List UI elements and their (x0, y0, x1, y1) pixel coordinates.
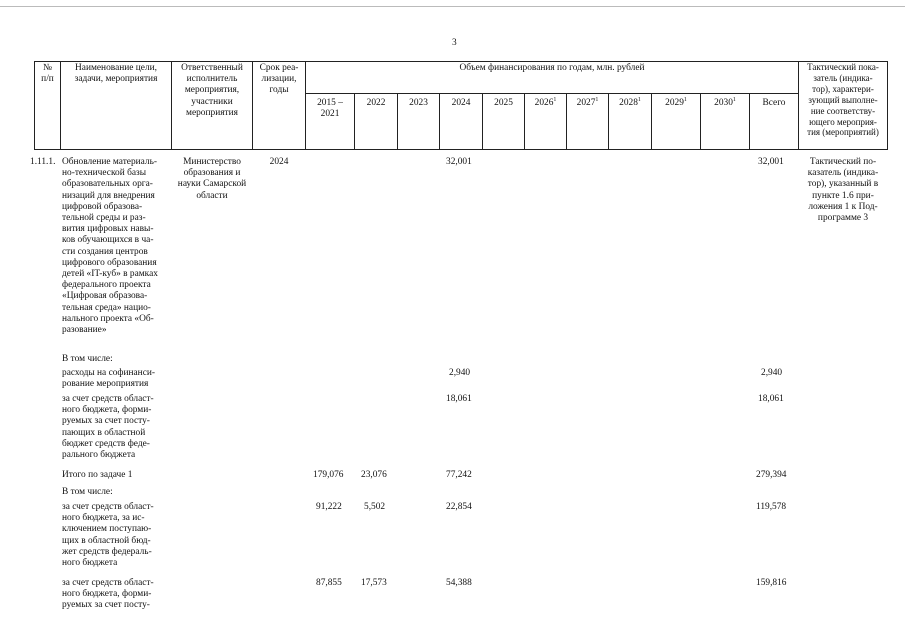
year-2029: 2029$^1$ (665, 96, 687, 108)
value-2024: 77,242 (446, 470, 472, 480)
value-2024: 32,001 (446, 157, 472, 167)
value-total: 32,001 (758, 157, 784, 167)
including-label: В том числе: (62, 354, 113, 364)
year-2028: 2028$^1$ (619, 96, 641, 108)
value-2024: 54,388 (446, 578, 472, 588)
footnote-mark: 1 (637, 96, 641, 103)
footnote-mark: 1 (732, 96, 736, 103)
footnote-mark: 1 (595, 96, 599, 103)
year-2022: 2022 (366, 98, 386, 108)
value-2024: 2,940 (449, 368, 471, 378)
measure-name: Обновление материаль- но-технической базы образовательных орга- низаций для внедрения цифровой образова- тельной среды и раз- вития цифровых навы- ков обучающихся в ча- сти создания центров цифрового образования детей «IT-куб» в рамках федерального проекта «Цифровая образова- тельная среда» нацио- нального проекта «Об- разование» (62, 157, 158, 336)
value-2022: 5,502 (364, 502, 386, 512)
year-2015-2021: 2015 – 2021 (317, 98, 343, 120)
value-total: 2,940 (761, 368, 783, 378)
task-total-label: Итого по задаче 1 (62, 470, 133, 480)
regional-funds-row-name: за счет средств област- ного бюджета, за ис- ключением поступаю- щих в областной бюд- жет средств федераль- ного бюджета (62, 502, 154, 569)
value-2015-2021: 91,222 (316, 502, 342, 512)
federal-funds-row-name: за счет средств област- ного бюджета, форми- руемых за счет посту- пающих в областной бюджет средств феде- рального бюджета (62, 394, 154, 461)
scan-edge-line (0, 6, 905, 7)
value-2022: 17,573 (361, 578, 387, 588)
footnote-mark: 1 (553, 96, 557, 103)
header-indicator: Тактический пока- затель (индика- тор), характери- зующий выполне- ние соответству- ющего мероприя- тия (мероприятий) (807, 62, 879, 138)
value-total: 119,578 (756, 502, 787, 512)
value-2024: 18,061 (446, 394, 472, 404)
header-top-border (34, 61, 887, 62)
responsible-executor: Министерство образования и науки Самарской области (177, 157, 247, 201)
header-term: Срок реа- лизации, годы (259, 63, 299, 96)
value-2022: 23,076 (361, 470, 387, 480)
header-years-line (305, 93, 798, 94)
year-2025: 2025 (494, 98, 513, 108)
value-total: 279,394 (756, 470, 787, 480)
value-2015-2021: 179,076 (313, 470, 344, 480)
header-number: № п/п (41, 63, 54, 85)
footnote-mark: 1 (683, 96, 687, 103)
indicator-text: Тактический по- казатель (индика- тор), указанный в пункте 1.6 при- ложения 1 к Под- программе 3 (807, 157, 879, 224)
page-number: 3 (452, 38, 457, 48)
grid-line (887, 61, 888, 150)
regional-federal-row-name: за счет средств област- ного бюджета, форми- руемых за счет посту- (62, 578, 154, 611)
header-financing: Объем финансирования по годам, млн. рублей (459, 63, 645, 73)
year-2027: 2027$^1$ (576, 96, 599, 108)
value-total: 18,061 (758, 394, 784, 404)
including-label: В том числе: (62, 487, 113, 497)
cofinancing-row-name: расходы на софинанси- рование мероприятия (62, 368, 156, 390)
implementation-term: 2024 (269, 157, 289, 167)
value-2015-2021: 87,855 (316, 578, 342, 588)
header-responsible: Ответственный исполнитель мероприятия, участники мероприятия (181, 63, 243, 118)
header-bottom-border (34, 149, 887, 150)
header-name: Наименование цели, задачи, мероприятия (74, 63, 158, 85)
year-2023: 2023 (409, 98, 428, 108)
row-number: 1.11.1. (30, 157, 56, 167)
year-2024: 2024 (451, 98, 471, 108)
year-2030: 2030$^1$ (714, 96, 736, 108)
value-total: 159,816 (756, 578, 787, 588)
year-total: Всего (762, 98, 786, 108)
year-2026: 2026$^1$ (534, 96, 557, 108)
value-2024: 22,854 (446, 502, 472, 512)
